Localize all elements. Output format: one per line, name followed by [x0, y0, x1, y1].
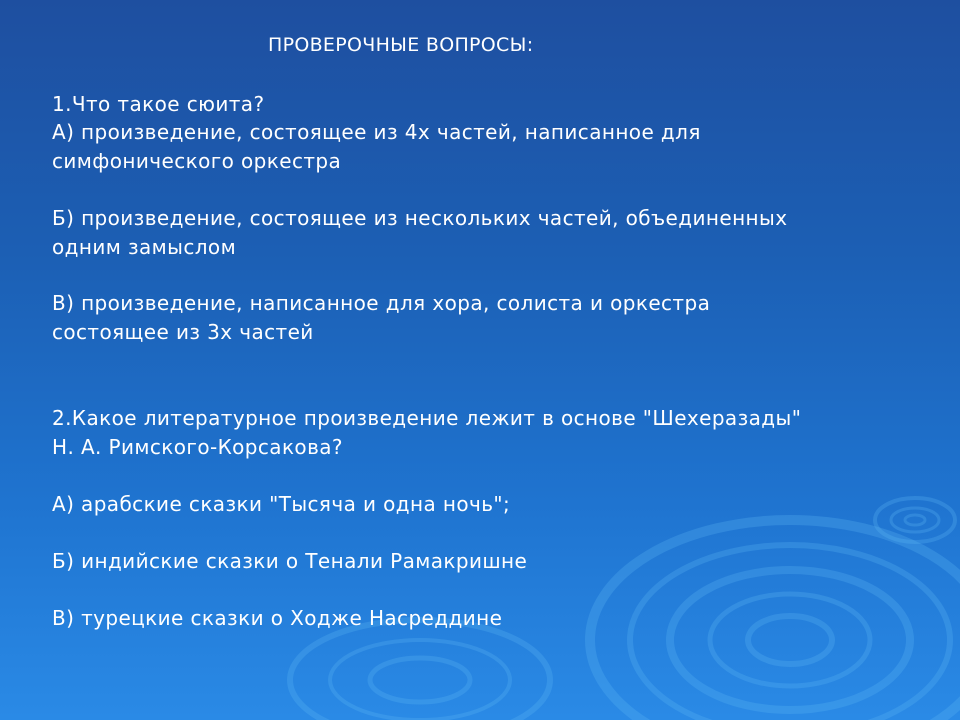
- question-2-prompt-continued: Н. А. Римского-Корсакова?: [52, 435, 343, 459]
- question-2-option-c: В) турецкие сказки о Ходже Насреддине: [52, 606, 503, 630]
- question-1-option-c: В) произведение, написанное для хора, солиста и оркестра: [52, 291, 711, 315]
- slide-title: ПРОВЕРОЧНЫЕ ВОПРОСЫ:: [268, 34, 534, 56]
- question-2-option-b: Б) индийские сказки о Тенали Рамакришне: [52, 549, 528, 573]
- question-1-option-b: Б) произведение, состоящее из нескольких частей, объединенных: [52, 206, 788, 230]
- question-1-option-c-continued: состоящее из 3х частей: [52, 320, 314, 344]
- question-1-option-a-continued: симфонического оркестра: [52, 149, 342, 173]
- question-1-option-b-continued: одним замыслом: [52, 235, 237, 259]
- question-2-prompt: 2.Какое литературное произведение лежит в основе "Шехеразады": [52, 406, 802, 430]
- question-1-option-a: А) произведение, состоящее из 4х частей, написанное для: [52, 120, 701, 144]
- question-2-option-a: А) арабские сказки "Тысяча и одна ночь";: [52, 492, 511, 516]
- question-1-prompt: 1.Что такое сюита?: [52, 92, 265, 116]
